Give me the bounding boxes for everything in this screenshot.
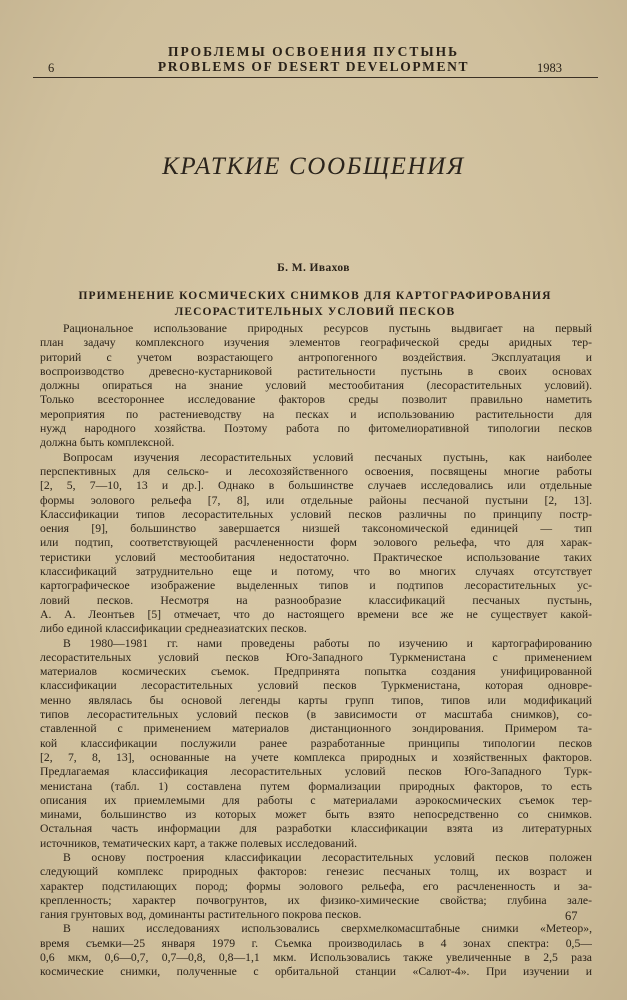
body-line: воспроизводство древесно-кустарниковой растительности пустынь в своих основах: [40, 364, 592, 378]
body-line: крепленность; характер почвогрунтов, их физико-химические свойства; глубина зале-: [40, 893, 592, 907]
section-title: КРАТКИЕ СООБЩЕНИЯ: [162, 153, 465, 180]
author-name: Б. М. Ивахов: [277, 262, 350, 274]
body-line: риторий с учетом возрастающего антропогенного воздействия. Эксплуатация и: [40, 350, 592, 364]
body-line: характер подстилающих пород; формы эолового рельефа, его расчлененность и за-: [40, 879, 592, 893]
body-line: типов лесорастительных условий песков (в зависимости от масштаба снимков), со-: [40, 708, 592, 722]
body-line: Классификации типов лесорастительных условий песков различны по принципу постр-: [40, 507, 592, 521]
body-line: оения [9], большинство завершается низшей таксономической единицей — тип: [40, 522, 592, 536]
body-line: нужд народного хозяйства. Поэтому работа по фитомелиоративной типологии песков: [40, 422, 592, 436]
body-line: мероприятия по растениеводству на песках и использованию растительности для: [40, 407, 592, 421]
body-line: минами, большинство из которых может быть взято непосредственно со снимков.: [40, 808, 592, 822]
body-line: источников, тематических карт, а также полевых исследований.: [40, 836, 358, 850]
article-title: [40, 288, 590, 320]
page-number-bottom: 67: [565, 909, 578, 923]
body-line: менистана (табл. 1) составлена путем формализации природных факторов, то есть: [40, 779, 592, 793]
article-title-line: ЛЕСОРАСТИТЕЛЬНЫХ УСЛОВИЙ ПЕСКОВ: [174, 306, 456, 318]
body-line: космические снимки, полученные с орбитальной станции «Салют-4». При изучении и: [40, 965, 592, 979]
body-line: описания их приемлемыми для работы с материалами аэрокосмических съемок тер-: [40, 793, 592, 807]
article-title-line: ПРИМЕНЕНИЕ КОСМИЧЕСКИХ СНИМКОВ ДЛЯ КАРТОГРАФИРОВАНИЯ: [78, 290, 552, 302]
header-rule: [33, 77, 598, 78]
body-line: картографическое изображение выделенных типов и подтипов лесорастительных ус-: [40, 579, 592, 593]
body-line: В наших исследованиях использовались сверхмелкомасштабные снимки «Метеор»,: [63, 922, 592, 936]
body-line: Только всестороннее исследование факторов среды позволит правильно наметить: [40, 393, 592, 407]
body-line: время съемки—25 января 1979 г. Съемка производилась в 4 зонах спектра: 0,5—: [40, 936, 592, 950]
body-line: лесорастительных условий песков Юго-Западного Туркменистана с применением: [40, 650, 592, 664]
body-line: должны опираться на знание условий местообитания (лесорастительных условий).: [40, 379, 592, 393]
body-line: перспективных для сельско- и лесохозяйственного освоения, посвящены многие работы: [40, 464, 592, 478]
body-line: должна быть комплексной.: [40, 436, 175, 450]
body-line: материалов космических съемок. Предпринята попытка создания унифицированной: [40, 665, 592, 679]
page-number-top: 6: [48, 61, 55, 75]
body-line: формы эолового рельефа [7, 8], или отдельные районы песчаной пустыни [2, 13].: [40, 493, 592, 507]
body-line: менно являлась бы основой легенды карты групп типов, типов или модификаций: [40, 693, 592, 707]
body-line: ловий песков. Несмотря на разнообразие классификаций песчаных пустынь,: [40, 593, 592, 607]
body-line: В 1980—1981 гг. нами проведены работы по изучению и картографированию: [63, 636, 592, 650]
journal-title-english: PROBLEMS OF DESERT DEVELOPMENT: [157, 59, 470, 74]
body-line: план задачу комплексного изучения элементов географической среды аридных тер-: [40, 336, 592, 350]
body-line: Вопросам изучения лесорастительных условий песчаных пустынь, как наиболее: [63, 450, 592, 464]
body-line: классификаций затруднительно еще и потому, что во многих случаях отсутствует: [40, 565, 592, 579]
body-line: [2, 7, 8, 13], основанные на учете комплекса природных и хозяйственных факторов.: [40, 750, 592, 764]
body-line: классификации лесорастительных условий песков Туркменистана, которая одновре-: [40, 679, 592, 693]
body-line: либо единой классификации среднеазиатских песков.: [40, 622, 307, 636]
body-line: В основу построения классификации лесорастительных условий песков положен: [63, 850, 592, 864]
article-body: [40, 322, 592, 980]
body-line: теристики условий местообитания недостаточно. Практическое использование таких: [40, 550, 592, 564]
body-line: или подтип, соответствующей расчлененности форм эолового рельефа, что для харак-: [40, 536, 592, 550]
body-line: 0,6 мкм, 0,6—0,7, 0,7—0,8, 0,8—1,1 мкм. Использовались также увеличенные в 2,5 раза: [40, 951, 592, 965]
body-line: гания грунтовых вод, доминанты растительного покрова песков.: [40, 908, 362, 922]
body-line: А. А. Леонтьев [5] отмечает, что до настоящего времени все же не существует какой-: [40, 607, 592, 621]
body-line: Остальная часть информации для разработки классификации взята из литературных: [40, 822, 592, 836]
body-line: Рациональное использование природных ресурсов пустынь выдвигает на первый: [63, 322, 592, 335]
body-line: следующий комплекс природных факторов: генезис песчаных толщ, их возраст и: [40, 865, 592, 879]
body-line: Предлагаемая классификация лесорастительных условий песков Юго-Западного Турк-: [40, 765, 592, 779]
publication-year: 1983: [537, 61, 562, 75]
body-line: [2, 5, 7—10, 13 и др.]. Однако в большинстве случаев исследовались или отдельные: [40, 479, 592, 493]
body-line: ставленной с применением материалов дистанционного зондирования. Примером та-: [40, 722, 592, 736]
journal-title-russian: ПРОБЛЕМЫ ОСВОЕНИЯ ПУСТЫНЬ: [167, 44, 460, 59]
body-line: кой классификации послужили ранее разработанные принципы типологии песков: [40, 736, 592, 750]
